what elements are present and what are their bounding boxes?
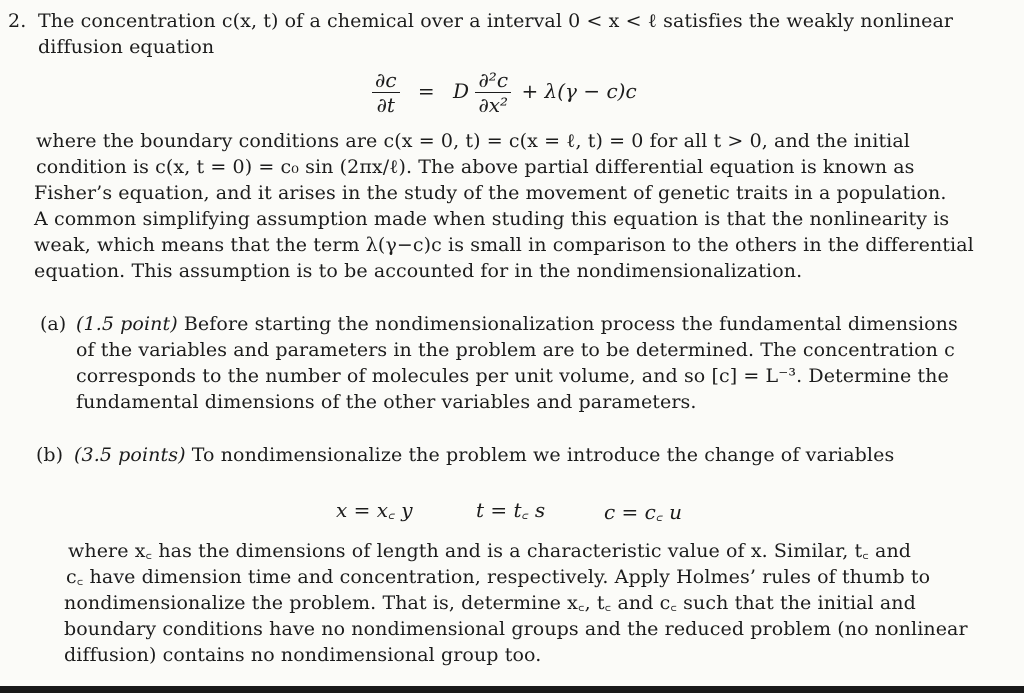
problem-number: 2. [8, 10, 27, 32]
lhs-numerator: ∂c [372, 68, 400, 93]
part-a-line-3: corresponds to the number of molecules per unit volume, and so [c] = L⁻³. Determine the [76, 365, 949, 387]
rhs-denominator: ∂x² [478, 93, 509, 117]
part-a-label: (a) [40, 313, 67, 335]
equals-sign: = [417, 79, 435, 103]
part-a-line-4: fundamental dimensions of the other variables and parameters. [76, 391, 697, 413]
substitution-c: c = c꜀ u [604, 500, 683, 524]
part-b-line-2: where x꜀ has the dimensions of length and is a characteristic value of x. Similar, t꜀ and [68, 540, 912, 562]
rhs-numerator: ∂²c [475, 68, 511, 93]
body-line-5: weak, which means that the term λ(γ−c)c is small in comparison to the others in the differential [34, 234, 974, 256]
bottom-edge-bar [0, 686, 1024, 693]
part-a-line-2: of the variables and parameters in the problem are to be determined. The concentration c [76, 339, 955, 361]
fisher-equation [372, 68, 637, 117]
part-b-line-5: boundary conditions have no nondimensional groups and the reduced problem (no nonlinear [64, 618, 968, 640]
part-b-line-1 [74, 444, 894, 466]
body-line-2: condition is c(x, t = 0) = c₀ sin (2πx/ℓ). The above partial differential equation is known as [36, 156, 915, 178]
substitution-x: x = x꜀ y [336, 498, 413, 522]
lhs-fraction [372, 68, 400, 117]
body-line-3: Fisher’s equation, and it arises in the study of the movement of genetic traits in a population. [34, 182, 947, 204]
intro-line-2: diffusion equation [38, 36, 215, 58]
part-a-points: (1.5 point) [76, 313, 178, 335]
body-line-6: equation. This assumption is to be accounted for in the nondimensionalization. [34, 260, 803, 282]
nonlinear-term: + λ(γ − c)c [521, 79, 637, 103]
part-b-line-3: c꜀ have dimension time and concentration, respectively. Apply Holmes’ rules of thumb to [66, 566, 931, 588]
part-b-text-1: To nondimensionalize the problem we introduce the change of variables [191, 444, 895, 466]
part-b-label: (b) [36, 444, 63, 466]
substitution-t: t = t꜀ s [476, 498, 546, 522]
intro-line-1: The concentration c(x, t) of a chemical over a interval 0 < x < ℓ satisfies the weakly nonlinear [38, 10, 954, 32]
body-line-4: A common simplifying assumption made when studing this equation is that the nonlinearity is [34, 208, 950, 230]
part-a-line-1 [76, 313, 958, 335]
body-line-1: where the boundary conditions are c(x = 0, t) = c(x = ℓ, t) = 0 for all t > 0, and the initial [36, 130, 910, 152]
diffusion-coefficient: D [453, 79, 470, 103]
part-a-text-1: Before starting the nondimensionalization process the fundamental dimensions [183, 313, 958, 335]
rhs-fraction [475, 68, 511, 117]
lhs-denominator: ∂t [376, 93, 395, 117]
part-b-line-4: nondimensionalize the problem. That is, determine x꜀, t꜀ and c꜀ such that the initial and [64, 592, 916, 614]
part-b-points: (3.5 points) [74, 444, 186, 466]
part-b-line-6: diffusion) contains no nondimensional group too. [64, 644, 542, 666]
